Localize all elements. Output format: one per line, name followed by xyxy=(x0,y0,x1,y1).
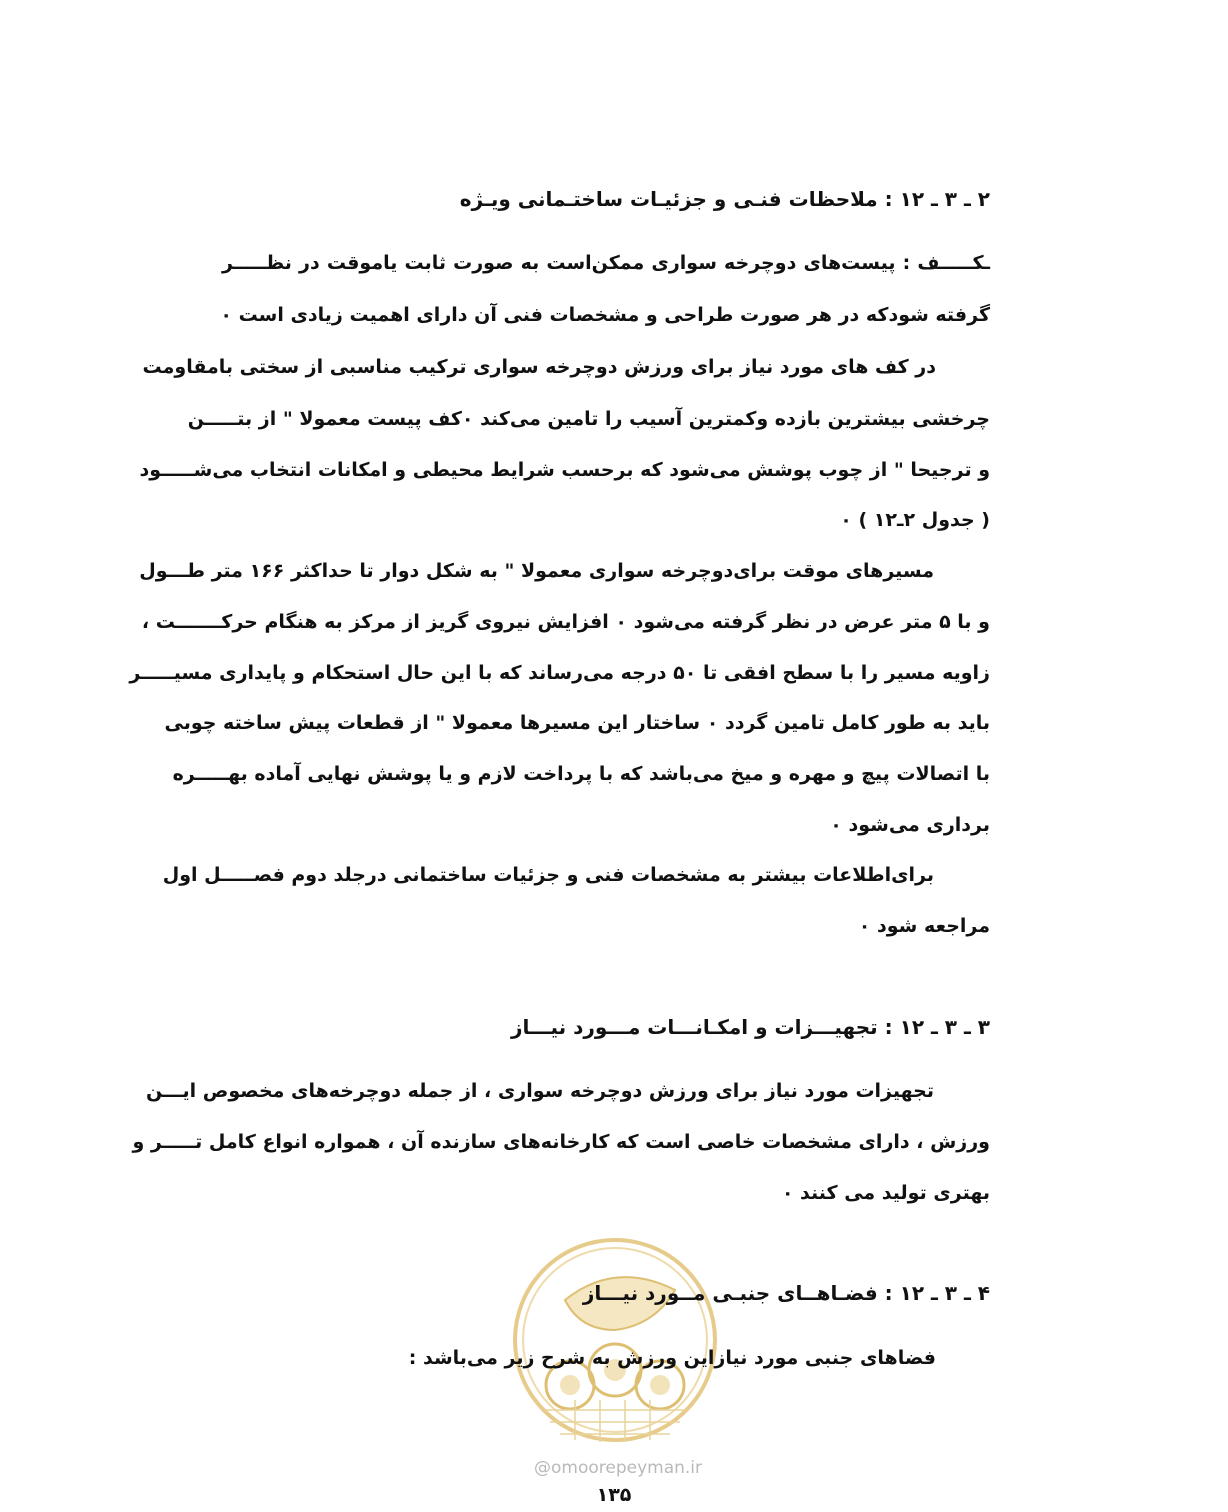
paragraph-line: بهتری تولید می کنند ۰ xyxy=(781,1182,990,1204)
paragraph-line: ورزش ، دارای مشخصات خاصی است که کارخانه‌های سازنده آن ، همواره انواع کامل تـــــر و xyxy=(132,1131,990,1153)
section-heading-4-3-12: ۴ ـ ۳ ـ ۱۲ : فضـاهــای جنبـی مــورد نیـــاز xyxy=(582,1281,990,1305)
paragraph-line: فضاهای جنبی مورد نیازاین ورزش به شرح زیر می‌باشد : xyxy=(408,1347,936,1369)
section-heading-2-3-12: ۲ ـ ۳ ـ ۱۲ : ملاحظات فنـی و جزئیـات ساختـمانی ویـژه xyxy=(459,187,990,211)
watermark-site: @omoorepeyman.ir xyxy=(533,1458,703,1478)
page-number: ۱۳۵ xyxy=(596,1484,632,1506)
paragraph-line: ـکـــــف : پیست‌های دوچرخه سواری ممکن‌است به صورت ثابت یاموقت در نظـــــر xyxy=(222,252,990,274)
paragraph-line: و با ۵ متر عرض در نظر گرفته می‌شود ۰ افزایش نیروی گریز از مرکز به هنگام حرکـــــــت ، xyxy=(141,611,990,633)
paragraph-line: زاویه مسیر را با سطح افقی تا ۵۰ درجه می‌رساند که با این حال استحکام و پایداری مسیـــــر xyxy=(129,662,990,684)
paragraph-line: برداری می‌شود ۰ xyxy=(830,814,990,836)
paragraph-line: در کف های مورد نیاز برای ورزش دوچرخه سواری ترکیب مناسبی از سختی بامقاومت xyxy=(142,356,936,378)
paragraph-line: مراجعه شود ۰ xyxy=(858,915,990,937)
paragraph-line: مسیرهای موقت برای‌دوچرخه سواری معمولا " به شکل دوار تا حداکثر ۱۶۶ متر طـــول xyxy=(139,560,934,582)
paragraph-line: تجهیزات مورد نیاز برای ورزش دوچرخه سواری ، از جمله دوچرخه‌های مخصوص ایـــن xyxy=(145,1080,934,1102)
paragraph-line: باید به طور کامل تامین گردد ۰ ساختار این مسیرها معمولا " از قطعات پیش ساخته چوبی xyxy=(164,712,990,734)
paragraph-line: ( جدول ۲ـ۱۲ ) ۰ xyxy=(840,509,990,531)
section-heading-3-3-12: ۳ ـ ۳ ـ ۱۲ : تجهیـــزات و امکـانـــات مـــورد نیـــاز xyxy=(510,1015,990,1039)
paragraph-line: و ترجیحا " از چوب پوشش می‌شود که برحسب شرایط‌ محیطی و امکانات انتخاب می‌شـــــود xyxy=(139,459,990,481)
paragraph-line: با اتصالات پیچ و مهره و میخ می‌باشد که با پرداخت لازم و یا پوشش نهایی آماده بهـــــره xyxy=(172,763,990,785)
paragraph-line: چرخشی بیشترین بازده وکمترین آسیب را تامین می‌کند ۰کف پیست معمولا " از بتـــــن xyxy=(187,408,990,430)
paragraph-line: برای‌اطلاعات بیشتر به مشخصات فنی و جزئیات ساختمانی درجلد دوم فصـــــل اول xyxy=(162,864,934,886)
paragraph-line: گرفته شودکه در هر صورت طراحی و مشخصات فنی آن دارای اهمیت زیادی است ۰ xyxy=(220,304,990,326)
